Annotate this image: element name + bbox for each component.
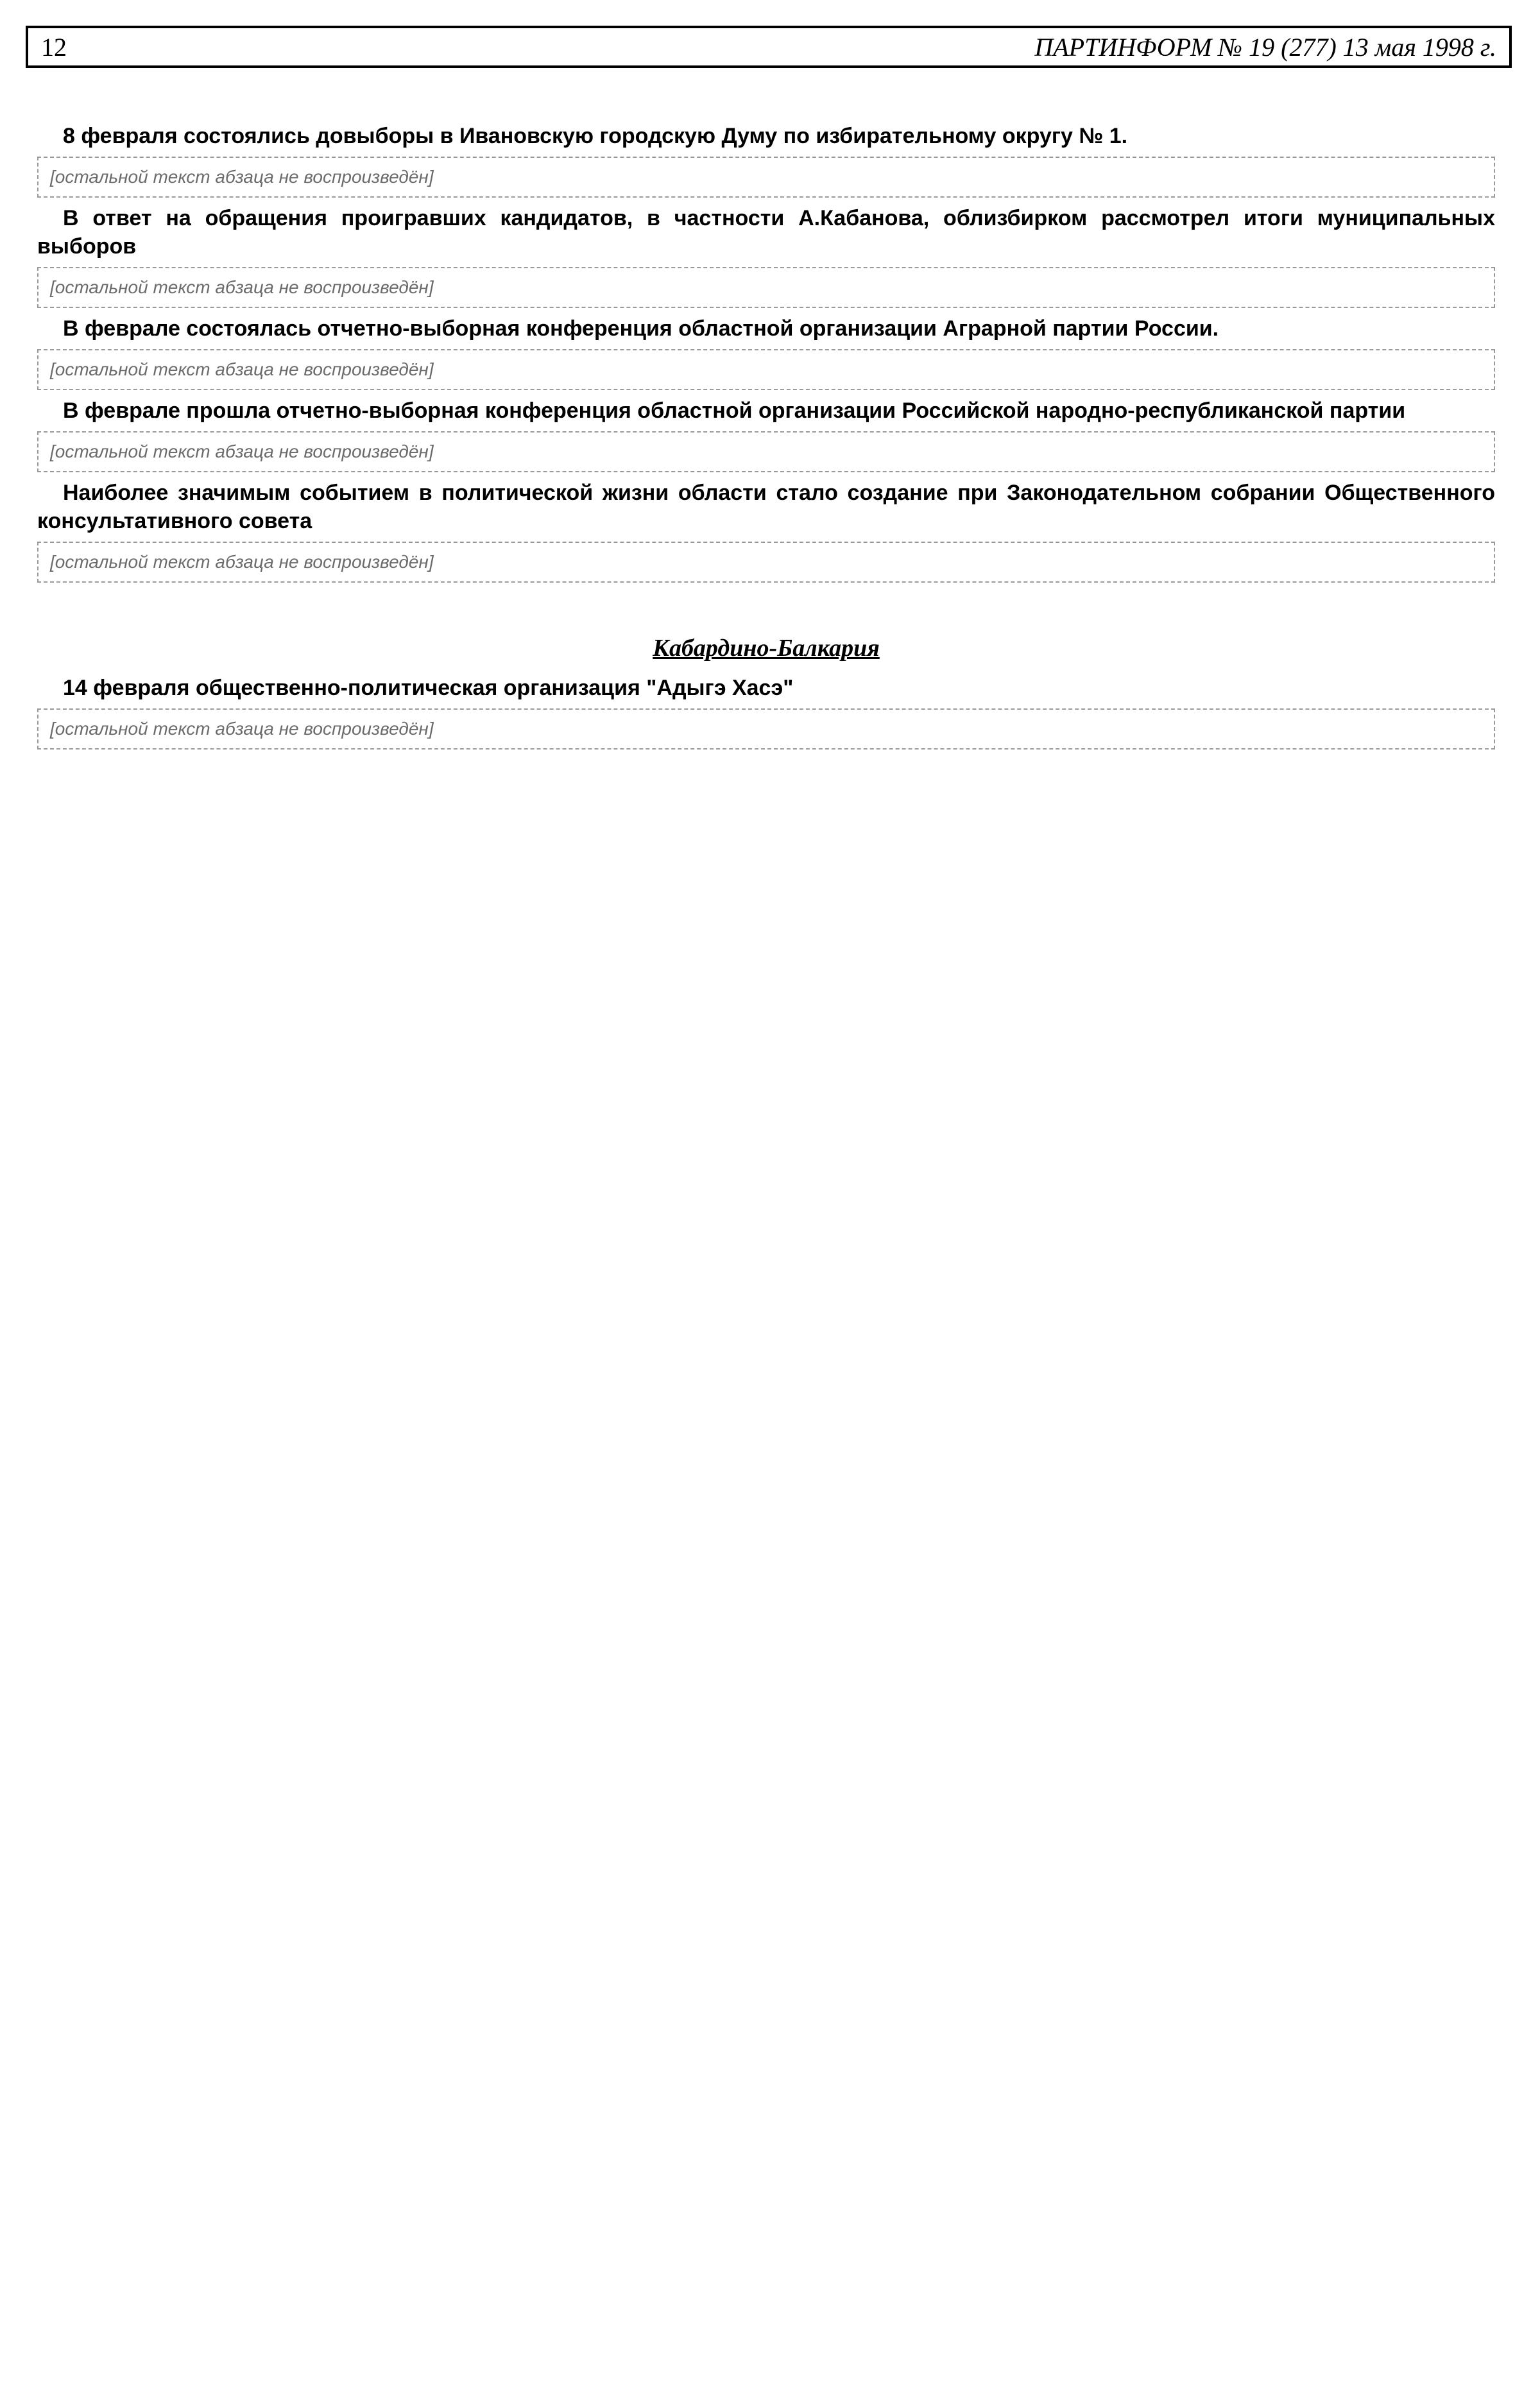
text-placeholder: [остальной текст абзаца не воспроизведён] — [37, 431, 1495, 472]
paragraph-opening: В феврале состоялась отчетно-выборная конференция областной организации Аграрной партии России. — [63, 316, 1219, 341]
article-paragraph — [37, 314, 1495, 390]
paragraph-opening: 14 февраля общественно-политическая организация "Адыгэ Хасэ" — [63, 676, 794, 700]
text-placeholder: [остальной текст абзаца не воспроизведён] — [37, 708, 1495, 750]
text-placeholder: [остальной текст абзаца не воспроизведён] — [37, 349, 1495, 390]
issue-line: ПАРТИНФОРМ № 19 (277) 13 мая 1998 г. — [1034, 32, 1496, 62]
paragraph-opening: В ответ на обращения проигравших кандидатов, в частности А.Кабанова, облизбирком рассмотрел итоги муниципальных выборов — [37, 206, 1495, 259]
article-paragraph — [37, 479, 1495, 583]
page-header — [26, 26, 1512, 68]
article-paragraph — [37, 122, 1495, 198]
text-placeholder: [остальной текст абзаца не воспроизведён] — [37, 157, 1495, 198]
article-body — [37, 122, 1495, 756]
article-paragraph — [37, 397, 1495, 472]
paragraph-opening: 8 февраля состоялись довыборы в Ивановскую городскую Думу по избирательному округу № 1. — [63, 124, 1128, 148]
article-paragraph — [37, 204, 1495, 308]
section-heading: Кабардино-Балкария — [653, 635, 880, 662]
paragraph-opening: Наиболее значимым событием в политической жизни области стало создание при Законодательном собрании Общественного консультативного совета — [37, 481, 1495, 533]
text-placeholder: [остальной текст абзаца не воспроизведён] — [37, 267, 1495, 308]
article-paragraph — [37, 674, 1495, 750]
paragraph-opening: В феврале прошла отчетно-выборная конференция областной организации Российской народно-республиканской партии — [63, 398, 1406, 423]
page-number: 12 — [41, 32, 67, 62]
text-placeholder: [остальной текст абзаца не воспроизведён] — [37, 542, 1495, 583]
